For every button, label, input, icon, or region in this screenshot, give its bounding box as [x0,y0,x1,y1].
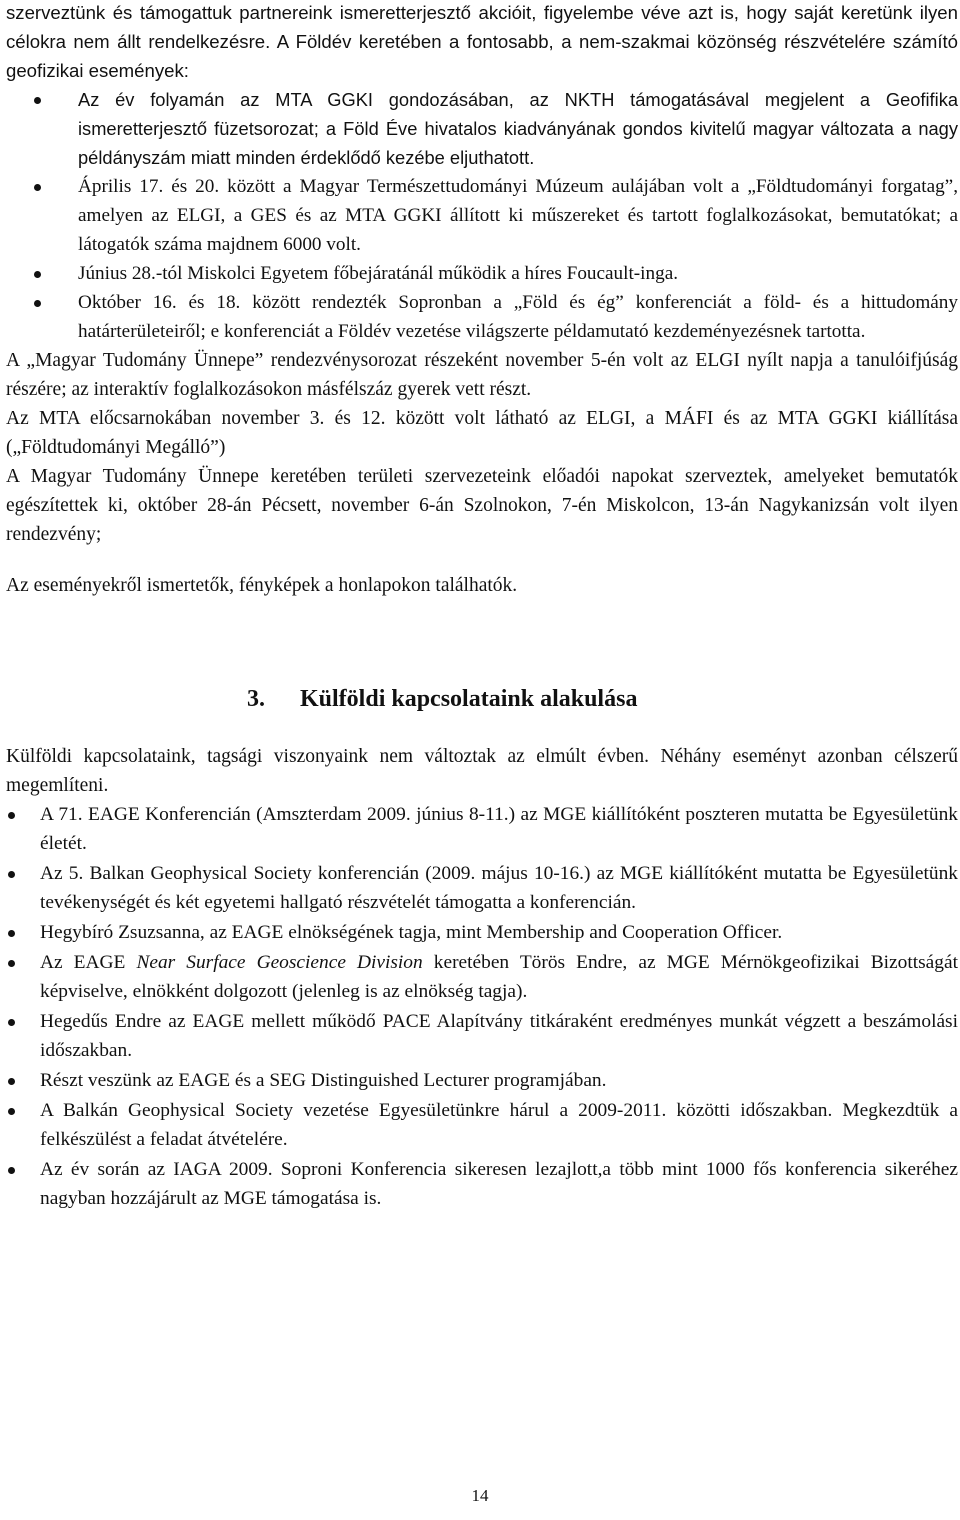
list-item-text: Az év folyamán az MTA GGKI gondozásában, az NKTH támogatásával megjelent a Geofifika ismeretterjesztő füzetsorozat; a Föld Éve hivatalos kiadványának gondos kivitelű magyar változata a nagy példányszám miatt minden érdeklődő kezébe eljuthatott. [78,89,958,168]
list-item-text: Június 28.-tól Miskolci Egyetem főbejáratánál működik a híres Foucault-inga. [78,263,679,284]
text-run: keretében Törös Endre, az MGE Mérnökgeofizikai Bizottságát képviselve, elnökként dolgozott (jelenleg is az elnökség tagja). [40,952,958,1002]
bullet-icon [8,812,15,819]
list-item [6,918,958,947]
text-run: Az EAGE [40,952,137,973]
list-item-text: Hegybíró Zsuzsanna, az EAGE elnökségének tagja, mint Membership and Cooperation Officer. [40,922,783,943]
list-item-text: A Balkán Geophysical Society vezetése Egyesületünkre hárul a 2009-2011. közötti időszakban. Megkezdtük a felkészülést a feladat átvételére. [40,1100,958,1150]
paragraph-regional-days: A Magyar Tudomány Ünnepe keretében területi szervezeteink előadói napokat szerveztek, amelyeket bemutatók egészítettek ki, október 28-án Pécsett, november 6-án Szolnokon, 7-én Miskolcon, 13-án Nagykanizsán volt ilyen rendezvény; [6,466,958,545]
list-item-text: Október 16. és 18. között rendezték Sopronban a „Föld és ég” konferenciát a föld- és a hittudomány határterületeiről; e konferenciát a Földév vezetése világszerte példamutató kezdeményezésnek tartotta. [78,292,958,342]
list-item [6,1096,958,1154]
list-item [6,800,958,858]
list-item [6,859,958,917]
list-item-text: Részt veszünk az EAGE és a SEG Distinguished Lecturer programjában. [40,1070,607,1091]
list-item-text: Április 17. és 20. között a Magyar Természettudományi Múzeum aulájában volt a „Földtudományi forgatag”, amelyen az ELGI, a GES és az MTA GGKI állított ki műszereket és tartott foglalkozásokat, bemutatókat; a látogatók száma majdnem 6000 volt. [78,176,958,255]
document-page [6,0,958,1214]
list-item [6,172,958,259]
bullet-icon [34,300,41,307]
list-item-text [40,952,958,1002]
paragraph-science-day: A „Magyar Tudomány Ünnepe” rendezvénysorozat részeként november 5-én volt az ELGI nyílt napja a tanulóifjúság részére; az interaktív foglalkozásokon másfélszáz gyerek vett részt. [6,350,958,400]
list-item [6,259,958,288]
section-title: Külföldi kapcsolataink alakulása [300,686,638,712]
list-item [6,948,958,1006]
bullet-icon [8,1078,15,1085]
list-item [6,1007,958,1065]
list-item-text: Az év során az IAGA 2009. Soproni Konferencia sikeresen lezajlott,a több mint 1000 fős konferencia sikeréhez nagyban hozzájárult az MGE támogatása is. [40,1159,958,1209]
section-number: 3. [247,686,265,712]
list-item-text: A 71. EAGE Konferencián (Amszterdam 2009. június 8-11.) az MGE kiállítóként poszteren mutatta be Egyesületünk életét. [40,804,958,854]
list-item [6,85,958,172]
bullet-icon [8,930,15,937]
foreign-relations-list [6,800,958,1213]
list-item [6,1066,958,1095]
bullet-icon [8,1167,15,1174]
list-item [6,1155,958,1213]
list-item [6,288,958,346]
bullet-icon [34,97,41,104]
page-number: 14 [471,1486,489,1505]
intro-paragraph: szerveztünk és támogattuk partnereink ismeretterjesztő akcióit, figyelembe véve azt is, hogy saját keretünk ilyen célokra nem állt rendelkezésre. A Földév keretében a fontosabb, a nem-szakmai közönség részvételére számító geofizikai események: [6,2,958,81]
section-intro: Külföldi kapcsolataink, tagsági viszonyaink nem változtak az elmúlt évben. Néhány eseményt azonban célszerű megemlíteni. [6,746,958,796]
bullet-icon [8,871,15,878]
bullet-icon [8,1108,15,1115]
events-list [6,85,958,346]
bullet-icon [34,271,41,278]
paragraph-websites: Az eseményekről ismertetők, fényképek a honlapokon találhatók. [6,575,518,596]
bullet-icon [8,960,15,967]
list-item-text: Hegedűs Endre az EAGE mellett működő PACE Alapítvány titkáraként eredményes munkát végzett a beszámolási időszakban. [40,1011,958,1061]
list-item-text: Az 5. Balkan Geophysical Society konferencián (2009. május 10-16.) az MGE kiállítóként mutatta be Egyesületünk tevékenységét és két egyetemi hallgató részvételét támogatta a konferencián. [40,863,958,913]
paragraph-exhibition: Az MTA előcsarnokában november 3. és 12. között volt látható az ELGI, a MÁFI és az MTA GGKI kiállítása („Földtudományi Megálló”) [6,408,958,458]
italic-division-name: Near Surface Geoscience Division [136,952,423,973]
bullet-icon [34,184,41,191]
bullet-icon [8,1019,15,1026]
section-heading [6,684,958,714]
